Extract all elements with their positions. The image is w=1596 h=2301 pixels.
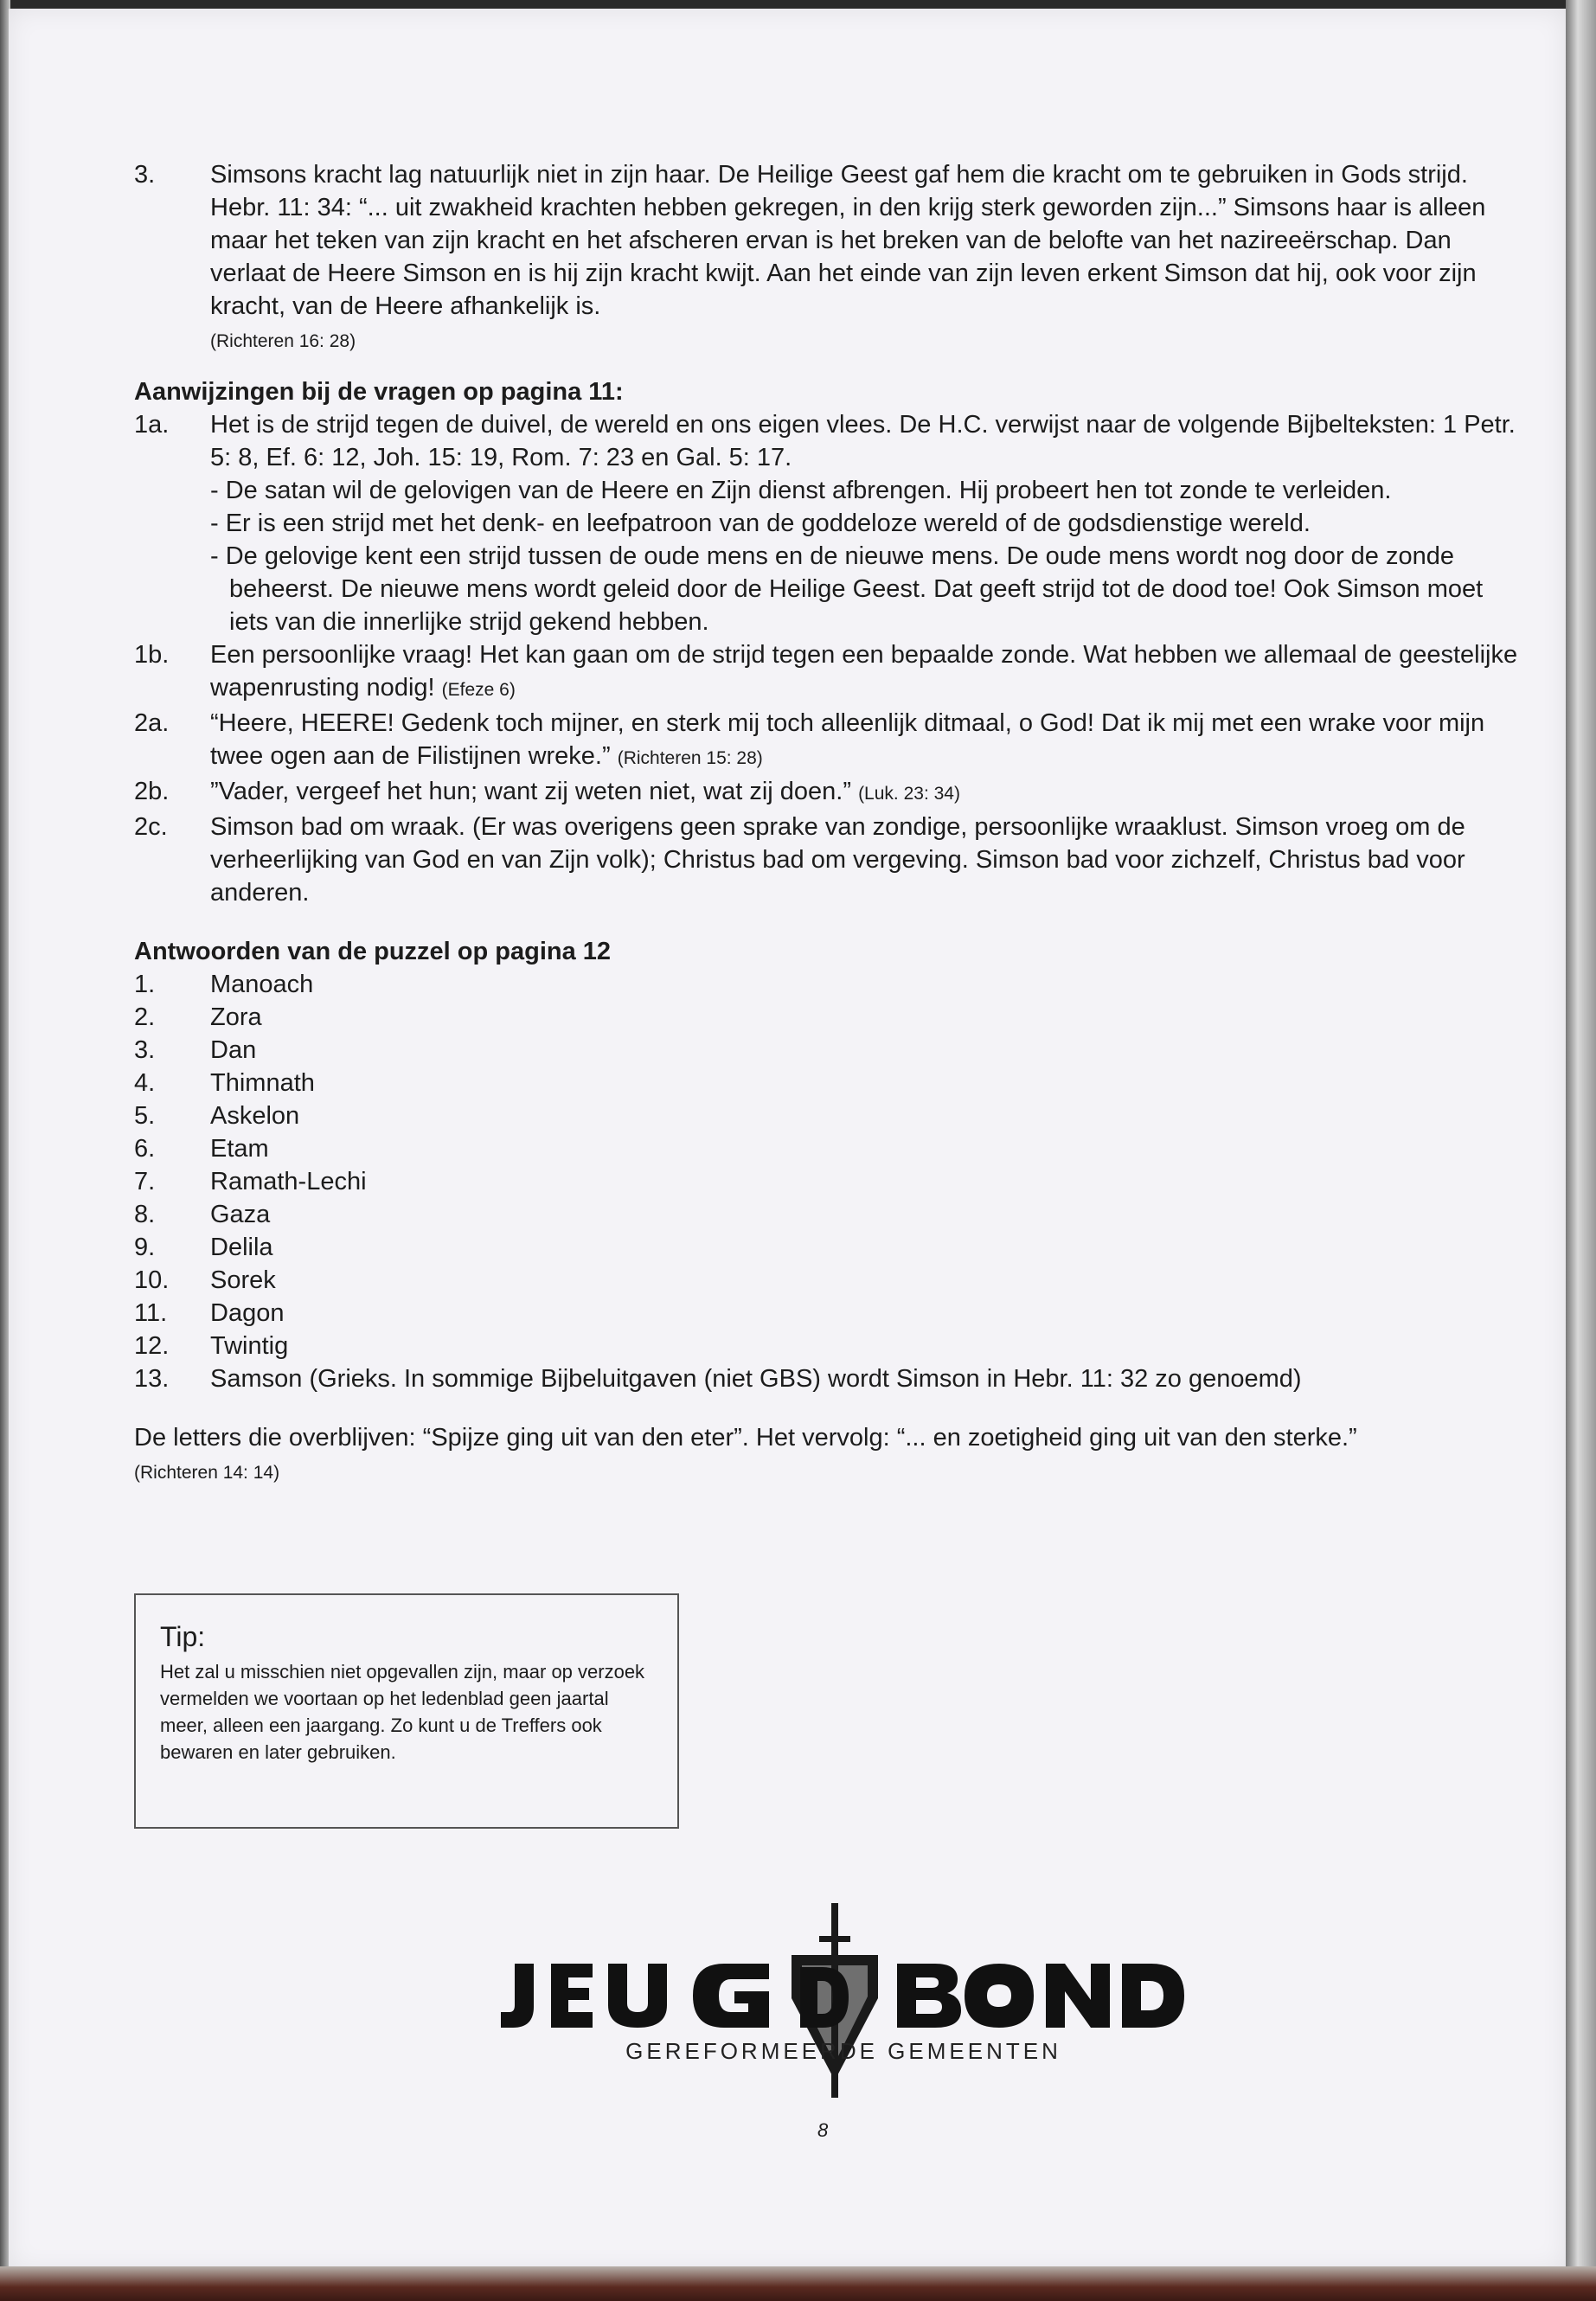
list-item [134, 1264, 1518, 1297]
answer-text: Zora [210, 1003, 262, 1031]
item-number: 1b. [134, 641, 170, 669]
item-number: 3. [134, 1036, 156, 1064]
answer-2b [134, 775, 1518, 811]
answer-text: Sorek [210, 1266, 276, 1294]
list-item [134, 1034, 1518, 1067]
answer-1b-text: Een persoonlijke vraag! Het kan gaan om de strijd tegen een bepaalde zonde. Wat hebben we allemaal de geestelijke wapenrusting nodig! [210, 641, 1518, 702]
item-number: 2b. [134, 778, 170, 805]
answer-text: Thimnath [210, 1069, 315, 1097]
section-3 [134, 158, 1518, 358]
list-item [134, 1297, 1518, 1330]
answer-2c-text: Simson bad om wraak. (Er was overigens geen sprake van zondige, persoonlijke wraaklust. Simson vroeg om de verheerlijking van God en van Zijn volk); Christus bad om vergeving. Simson bad voor zichzelf, Christus bad voor anderen. [210, 813, 1465, 907]
answer-2a [134, 707, 1518, 775]
answer-text: Dagon [210, 1299, 285, 1327]
answer-1a [134, 408, 1518, 638]
answer-text: Gaza [210, 1201, 271, 1228]
item-number: 2. [134, 1003, 156, 1031]
section-3-text: Simsons kracht lag natuurlijk niet in zijn haar. De Heilige Geest gaf hem die kracht om te gebruiken in Gods strijd. Hebr. 11: 34: “... uit zwakheid krachten hebben gekregen, in den krijg sterk geworden zijn...” Simsons haar is alleen maar het teken van zijn kracht en het afscheren ervan is het breken van de belofte van het nazireeërschap. Dan verlaat de Heere Simson en is hij zijn kracht kwijt. Aan het einde van zijn leven erkent Simson dat hij, ook voor zijn kracht, van de Heere afhankelijk is. [210, 161, 1486, 320]
list-item [134, 1362, 1518, 1395]
puzzle-closing-text: De letters die overblijven: “Spijze ging uit van den eter”. Het vervolg: “... en zoetigheid ging uit van den sterke.” [134, 1424, 1357, 1452]
page-right-edge [1566, 0, 1596, 2301]
item-number: 2a. [134, 709, 170, 737]
item-number: 6. [134, 1135, 156, 1163]
jeugdbond-logo [497, 1894, 1189, 2111]
answer-text: Ramath-Lechi [210, 1168, 367, 1195]
answer-1b-reference: (Efeze 6) [441, 680, 516, 700]
answer-text: Dan [210, 1036, 257, 1064]
bullet-item: - De satan wil de gelovigen van de Heere en Zijn dienst afbrengen. Hij probeert hen tot zonde te verleiden. [210, 477, 1392, 504]
page-number: 8 [817, 2119, 829, 2141]
answer-text: Twintig [210, 1332, 289, 1360]
item-number: 5. [134, 1102, 156, 1130]
item-number: 12. [134, 1332, 170, 1360]
answer-2b-reference: (Luk. 23: 34) [858, 784, 960, 804]
answer-text: Askelon [210, 1102, 300, 1130]
logo-subtitle: GEREFORMEERDE GEMEENTEN [625, 2038, 1061, 2064]
item-number: 7. [134, 1168, 156, 1195]
answer-text: Delila [210, 1234, 273, 1261]
item-number: 9. [134, 1234, 156, 1261]
puzzel-heading: Antwoorden van de puzzel op pagina 12 [134, 938, 612, 965]
answer-2a-text: “Heere, HEERE! Gedenk toch mijner, en sterk mij toch alleenlijk ditmaal, o God! Dat ik mij met een wrake voor mijn twee ogen aan de Filistijnen wreke.” [210, 709, 1485, 770]
list-item [134, 1330, 1518, 1362]
list-item [134, 1099, 1518, 1132]
tip-box [134, 1593, 679, 1829]
list-item [134, 968, 1518, 1001]
section-3-reference: (Richteren 16: 28) [210, 331, 356, 351]
main-content [134, 158, 1518, 1490]
item-number: 2c. [134, 813, 168, 841]
item-number: 3. [134, 161, 156, 189]
puzzle-closing [134, 1421, 1518, 1490]
puzzle-answer-list [134, 968, 1518, 1395]
tip-body: Het zal u misschien niet opgevallen zijn, maar op verzoek vermelden we voortaan op het ledenblad geen jaartal meer, alleen een jaargang. Zo kunt u de Treffers ook bewaren en later gebruiken. [160, 1661, 645, 1763]
tip-title: Tip: [160, 1621, 206, 1652]
list-item [134, 1231, 1518, 1264]
list-item [134, 1067, 1518, 1099]
item-number: 4. [134, 1069, 156, 1097]
aanwijzingen-heading: Aanwijzingen bij de vragen op pagina 11: [134, 378, 624, 406]
answer-text: Manoach [210, 971, 314, 998]
list-item [134, 1001, 1518, 1034]
answer-1a-text: Het is de strijd tegen de duivel, de wereld en ons eigen vlees. De H.C. verwijst naar de volgende Bijbelteksten: 1 Petr. 5: 8, Ef. 6: 12, Joh. 15: 19, Rom. 7: 23 en Gal. 5: 17. [210, 411, 1516, 471]
answer-2c [134, 811, 1518, 909]
item-number: 10. [134, 1266, 170, 1294]
answer-text: Samson (Grieks. In sommige Bijbeluitgaven (niet GBS) wordt Simson in Hebr. 11: 32 zo genoemd) [210, 1365, 1302, 1393]
answer-1b [134, 638, 1518, 707]
item-number: 13. [134, 1365, 170, 1393]
bullet-item: - De gelovige kent een strijd tussen de oude mens en de nieuwe mens. De oude mens wordt nog door de zonde beheerst. De nieuwe mens wordt geleid door de Heilige Geest. Dat geeft strijd tot de dood toe! Ook Simson moet iets van die innerlijke strijd gekend hebben. [210, 542, 1484, 636]
item-number: 1. [134, 971, 156, 998]
item-number: 8. [134, 1201, 156, 1228]
puzzle-closing-reference: (Richteren 14: 14) [134, 1463, 280, 1483]
item-number: 11. [134, 1299, 168, 1327]
page-bottom-edge [0, 2266, 1596, 2301]
list-item [134, 1132, 1518, 1165]
answer-2a-reference: (Richteren 15: 28) [617, 748, 763, 768]
answer-text: Etam [210, 1135, 269, 1163]
bullet-item: - Er is een strijd met het denk- en leefpatroon van de goddeloze wereld of de godsdienstige wereld. [210, 510, 1311, 537]
answer-2b-text: ”Vader, vergeef het hun; want zij weten niet, wat zij doen.” [210, 778, 851, 805]
item-number: 1a. [134, 411, 170, 439]
list-item [134, 1198, 1518, 1231]
list-item [134, 1165, 1518, 1198]
